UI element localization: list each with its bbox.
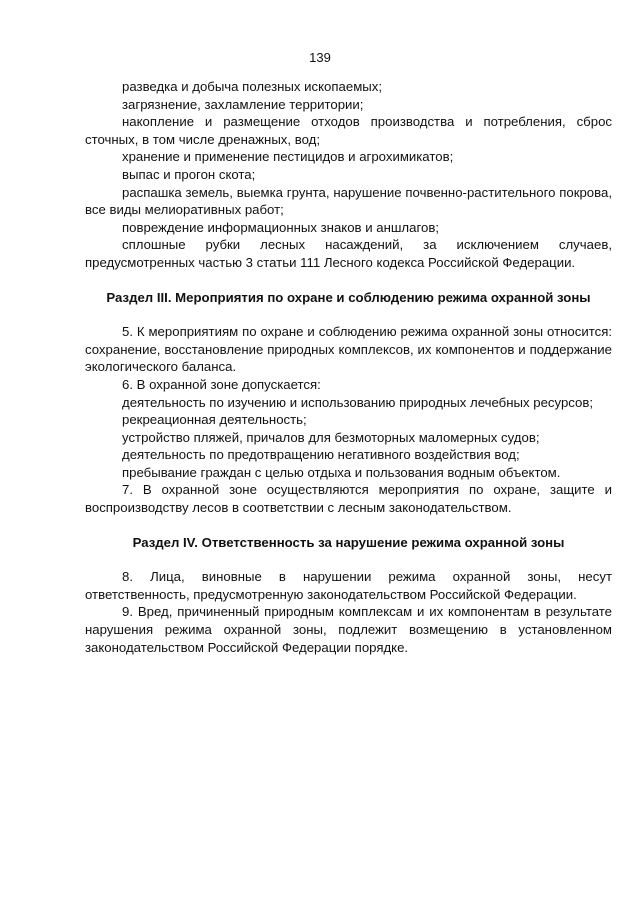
list-item: хранение и применение пестицидов и агрохимикатов;	[122, 149, 454, 165]
list-item: повреждение информационных знаков и аншлагов;	[122, 219, 439, 235]
paragraph: 8. Лица, виновные в нарушении режима охранной зоны, несут ответственность, предусмотренную законодательством Российской Федерации.	[85, 569, 612, 602]
list-item: накопление и размещение отходов производства и потребления, сброс сточных, в том числе дренажных, вод;	[85, 114, 612, 147]
paragraph: 6. В охранной зоне допускается:	[122, 376, 321, 392]
paragraph: 5. К мероприятиям по охране и соблюдению режима охранной зоны относится: сохранение, восстановление природных комплексов, их компонентов и поддержание экологического баланса.	[85, 324, 612, 375]
paragraph: пребывание граждан с целью отдыха и пользования водным объектом.	[122, 464, 561, 480]
list-item: разведка и добыча полезных ископаемых;	[122, 79, 382, 94]
list-item: сплошные рубки лесных насаждений, за исключением случаев, предусмотренных частью 3 статьи 111 Лесного кодекса Российской Федерации.	[85, 237, 612, 270]
section-heading: Раздел IV. Ответственность за нарушение режима охранной зоны	[132, 534, 565, 550]
paragraph: деятельность по изучению и использованию природных лечебных ресурсов;	[122, 394, 594, 410]
section-heading: Раздел III. Мероприятия по охране и соблюдению режима охранной зоны	[106, 289, 591, 305]
page-number: 139	[309, 50, 331, 65]
paragraph: деятельность по предотвращению негативного воздействия вод;	[122, 447, 520, 463]
paragraph: 9. Вред, причиненный природным комплексам и их компонентам в результате нарушения режима охранной зоны, подлежит возмещению в установленном законодательством Российской Федерации порядке.	[85, 604, 612, 655]
list-item: загрязнение, захламление территории;	[122, 96, 364, 112]
paragraph: рекреационная деятельность;	[122, 412, 307, 428]
list-item: выпас и прогон скота;	[122, 166, 256, 182]
list-item: распашка земель, выемка грунта, нарушение почвенно-растительного покрова, все виды мелиоративных работ;	[85, 184, 612, 218]
document-body	[85, 78, 612, 656]
paragraph: устройство пляжей, причалов для безмоторных маломерных судов;	[122, 429, 540, 445]
paragraph: 7. В охранной зоне осуществляются мероприятия по охране, защите и воспроизводству лесов в соответствии с лесным законодательством.	[85, 482, 612, 516]
